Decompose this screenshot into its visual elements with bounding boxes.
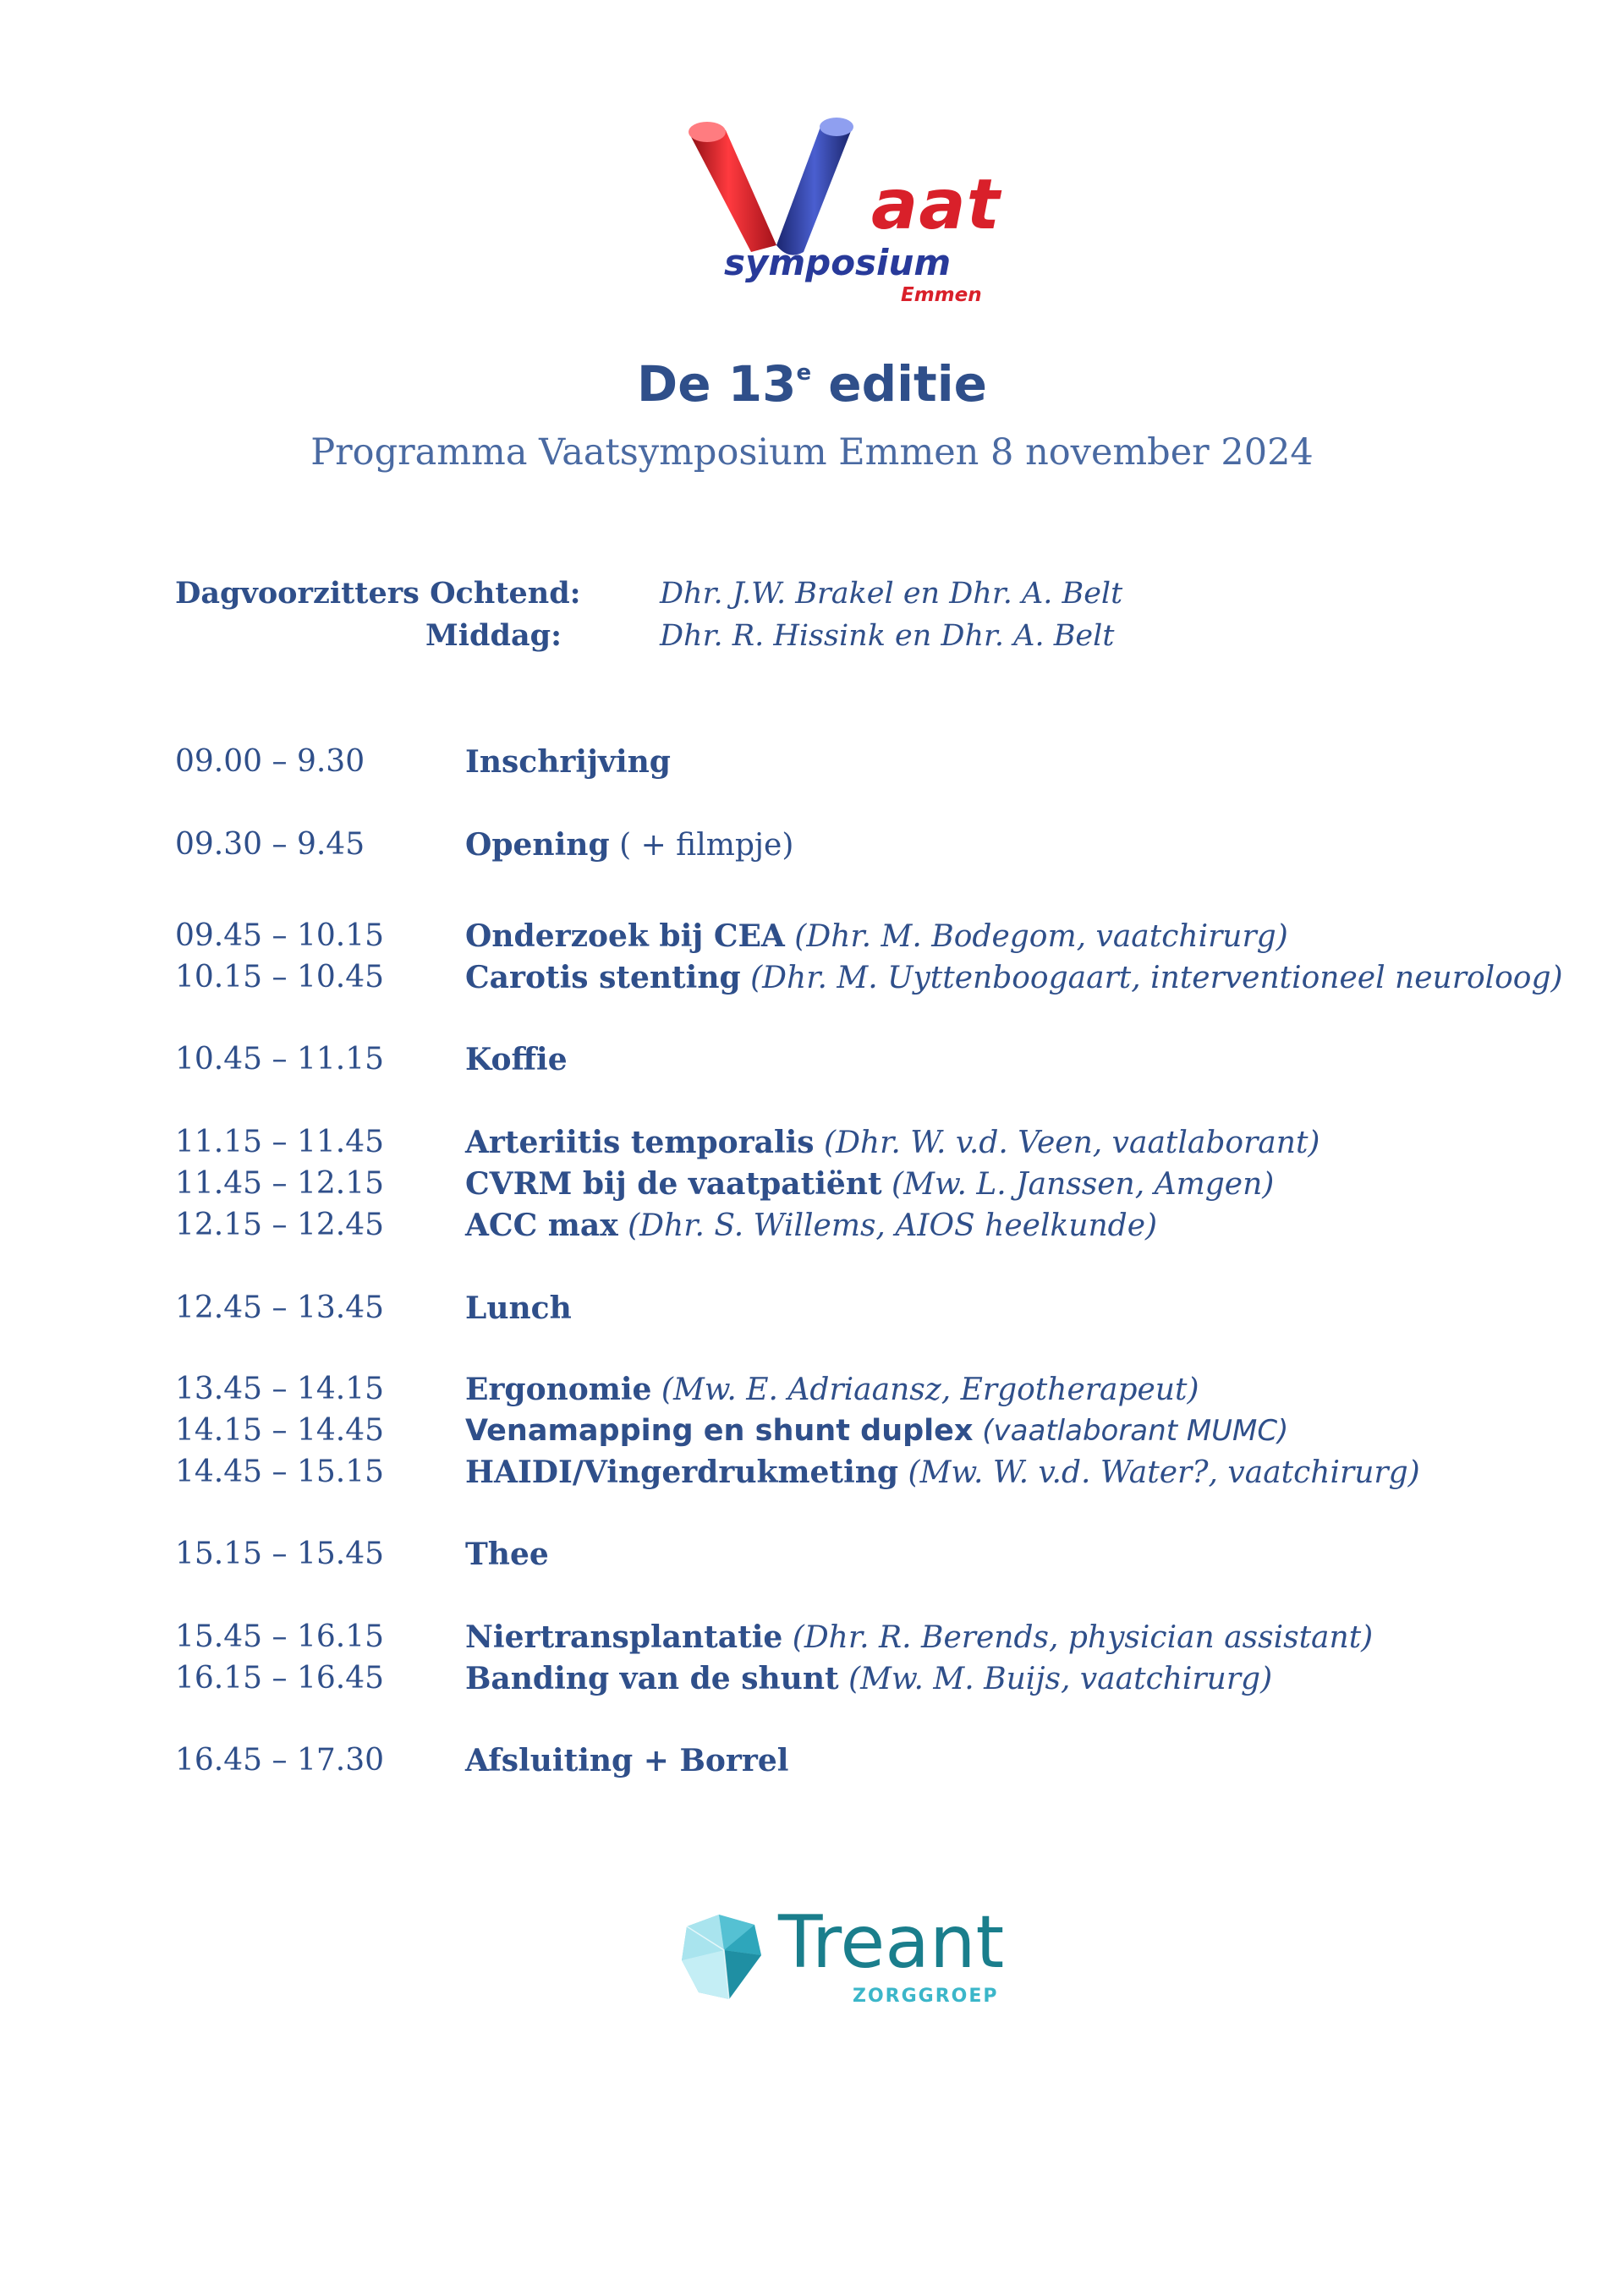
- program-topic: Ergonomie: [465, 1372, 652, 1407]
- program-topic: Banding van de shunt: [465, 1661, 839, 1696]
- chairs-afternoon-names: Dhr. R. Hissink en Dhr. A. Belt: [660, 619, 1115, 653]
- chairs-afternoon-label: Middag:: [425, 618, 562, 653]
- program-row: [0, 915, 1624, 957]
- program-time: 11.15 – 11.45: [175, 1125, 385, 1159]
- program-row: [0, 1121, 1624, 1164]
- program-topic: Onderzoek bij CEA: [465, 918, 785, 954]
- program-row: [0, 1616, 1624, 1658]
- program-row: [0, 1204, 1624, 1247]
- title-superscript: e: [796, 360, 812, 386]
- program-speaker: (Dhr. M. Bodegom, vaatchirurg): [784, 919, 1288, 954]
- program-time: 14.15 – 14.45: [175, 1413, 385, 1448]
- program-time: 11.45 – 12.15: [175, 1166, 385, 1201]
- program-time: 12.15 – 12.45: [175, 1208, 385, 1242]
- program-topic: Afsluiting + Borrel: [465, 1743, 789, 1778]
- program-row: [0, 1451, 1624, 1493]
- program-time: 15.45 – 16.15: [175, 1619, 385, 1654]
- program-speaker: (Dhr. R. Berends, physician assistant): [782, 1620, 1374, 1655]
- program-time: 16.45 – 17.30: [175, 1743, 385, 1778]
- treant-gem-icon: [677, 1911, 770, 2004]
- program-topic: ACC max: [465, 1208, 618, 1243]
- program-time: 15.15 – 15.45: [175, 1537, 385, 1571]
- program-speaker: (Mw. E. Adriaansz, Ergotherapeut): [651, 1373, 1199, 1407]
- program-speaker: (Dhr. W. v.d. Veen, vaatlaborant): [814, 1126, 1320, 1160]
- vaat-logo-place: Emmen: [901, 284, 982, 306]
- program-row: [0, 1038, 1624, 1081]
- vaat-logo-symposium: symposium: [724, 242, 952, 283]
- program-topic: Thee: [465, 1537, 549, 1572]
- program-time: 09.30 – 9.45: [175, 827, 365, 862]
- program-speaker: (Dhr. S. Willems, AIOS heelkunde): [617, 1208, 1158, 1243]
- program-row: [0, 1533, 1624, 1575]
- chairs-morning-names: Dhr. J.W. Brakel en Dhr. A. Belt: [660, 577, 1123, 611]
- program-topic: Carotis stenting: [465, 960, 741, 995]
- program-row: [0, 1658, 1624, 1700]
- program-time: 12.45 – 13.45: [175, 1290, 385, 1325]
- program-topic: Venamapping en shunt duplex: [465, 1414, 974, 1448]
- vaat-symposium-logo: [677, 110, 1001, 321]
- program-topic: Lunch: [465, 1290, 572, 1326]
- program-speaker: (Mw. M. Buijs, vaatchirurg): [838, 1662, 1273, 1696]
- program-topic: HAIDI/Vingerdrukmeting: [465, 1455, 899, 1490]
- program-speaker: (Mw. W. v.d. Water?, vaatchirurg): [898, 1455, 1420, 1490]
- treant-zorggroep-logo: [677, 1900, 1015, 2021]
- program-speaker: (Dhr. M. Uyttenboogaart, interventioneel neuroloog): [740, 961, 1563, 995]
- program-time: 09.00 – 9.30: [175, 744, 365, 779]
- program-time: 16.15 – 16.45: [175, 1661, 385, 1696]
- program-row: [0, 741, 1624, 783]
- program-time: 09.45 – 10.15: [175, 918, 385, 953]
- treant-logo-name: Treant: [778, 1900, 1005, 1985]
- program-topic: Niertransplantatie: [465, 1619, 783, 1655]
- program-topic: Opening: [465, 827, 610, 863]
- program-row: [0, 824, 1624, 866]
- program-topic: Arteriitis temporalis: [465, 1125, 815, 1160]
- program-speaker: (vaatlaborant MUMC): [973, 1414, 1289, 1448]
- title-prefix: De 13: [637, 355, 797, 413]
- chairs-morning-label: Dagvoorzitters Ochtend:: [175, 576, 581, 611]
- program-row: [0, 1410, 1624, 1452]
- program-row: [0, 1163, 1624, 1205]
- program-time: 14.45 – 15.15: [175, 1455, 385, 1489]
- program-topic: Koffie: [465, 1042, 568, 1077]
- program-time: 10.15 – 10.45: [175, 960, 385, 995]
- program-note: ( + filmpje): [609, 828, 794, 863]
- program-row: [0, 1740, 1624, 1782]
- program-topic: Inschrijving: [465, 744, 671, 780]
- page-subtitle: Programma Vaatsymposium Emmen 8 november 2024: [310, 431, 1314, 474]
- program-time: 10.45 – 11.15: [175, 1042, 385, 1077]
- program-time: 13.45 – 14.15: [175, 1372, 385, 1406]
- vaat-logo-word: aat: [871, 165, 1001, 245]
- page-title: [0, 355, 1624, 414]
- treant-logo-sub: ZORGGROEP: [853, 1986, 999, 2007]
- title-suffix: editie: [811, 355, 987, 413]
- program-row: [0, 1287, 1624, 1329]
- program-row: [0, 956, 1624, 999]
- program-topic: CVRM bij de vaatpatiënt: [465, 1166, 882, 1202]
- program-row: [0, 1368, 1624, 1411]
- program-speaker: (Mw. L. Janssen, Amgen): [881, 1167, 1275, 1202]
